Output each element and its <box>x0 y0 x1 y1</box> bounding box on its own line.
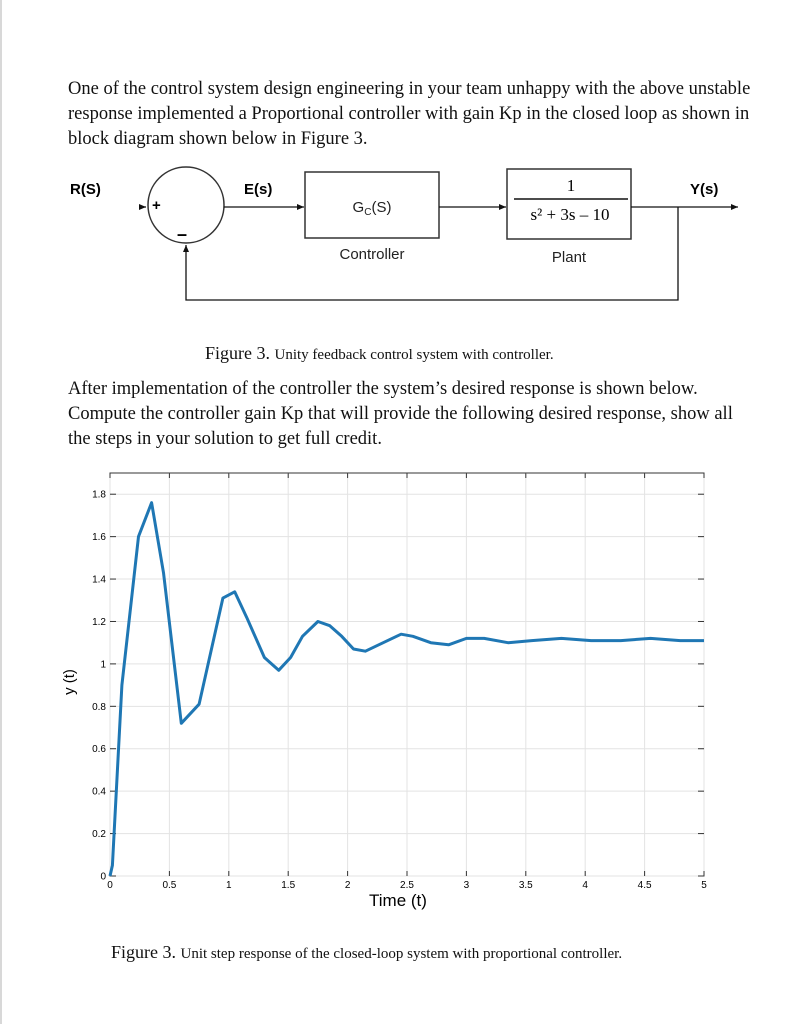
controller-symbol: $G_C(S)$ <box>352 199 392 218</box>
figure-step-caption-number: Figure 3. <box>111 942 176 962</box>
figure-block-caption <box>205 343 554 364</box>
x-tick-label: 5 <box>701 880 707 891</box>
y-tick-label: 1.2 <box>92 616 106 628</box>
figure-block-caption-text: Unity feedback control system with controller. <box>274 347 554 363</box>
y-tick-label: 1.6 <box>92 532 106 544</box>
error-label: E(s) <box>244 181 273 198</box>
x-tick-label: 4.5 <box>637 880 652 891</box>
x-tick-label: 2 <box>344 880 351 891</box>
x-tick-label: 0 <box>107 880 113 891</box>
y-tick-label: 0.4 <box>92 786 106 798</box>
figure-step-caption-text: Unit step response of the closed-loop system with proportional controller. <box>180 946 623 962</box>
plant-denominator: s² + 3s – 10 <box>530 205 610 224</box>
x-tick-label: 3.5 <box>518 880 533 891</box>
y-tick-label: 1.8 <box>92 489 106 501</box>
y-axis-label: y (t) <box>61 669 78 695</box>
intro-paragraph: One of the control system design engineering in your team unhappy with the above unstable response implemented a Proportional controller with gain Kp in the closed loop as shown in block diagram shown below in Figure 3. <box>68 79 751 149</box>
input-label: R(S) <box>70 181 101 198</box>
y-tick-label: 1.4 <box>92 574 106 586</box>
x-tick-label: 1.5 <box>281 880 296 891</box>
step-response-chart <box>0 460 797 910</box>
x-tick-label: 4 <box>582 880 588 891</box>
y-tick-label: 1 <box>100 659 106 671</box>
x-tick-label: 3 <box>463 880 470 891</box>
output-label: Y(s) <box>690 181 719 198</box>
minus-sign: – <box>177 224 188 244</box>
x-tick-label: 0.5 <box>162 880 177 891</box>
plus-sign: + <box>152 197 161 214</box>
task-paragraph: After implementation of the controller the system’s desired response is shown below. Compute the controller gain Kp that will provide the following desired response, show all the steps in your solution to get full credit. <box>68 379 733 449</box>
y-tick-label: 0.2 <box>92 829 106 841</box>
x-axis-label: Time (t) <box>369 891 427 910</box>
x-tick-label: 2.5 <box>400 880 414 891</box>
block-diagram <box>0 0 797 320</box>
plant-numerator: 1 <box>566 176 576 195</box>
controller-caption: Controller <box>339 246 405 263</box>
y-tick-label: 0 <box>100 871 106 883</box>
x-tick-label: 1 <box>226 880 232 891</box>
y-tick-label: 0.8 <box>92 701 106 713</box>
y-tick-label: 0.6 <box>92 744 106 756</box>
figure-block-caption-number: Figure 3. <box>205 343 270 363</box>
figure-step-caption <box>111 942 622 963</box>
plant-caption: Plant <box>551 249 587 266</box>
